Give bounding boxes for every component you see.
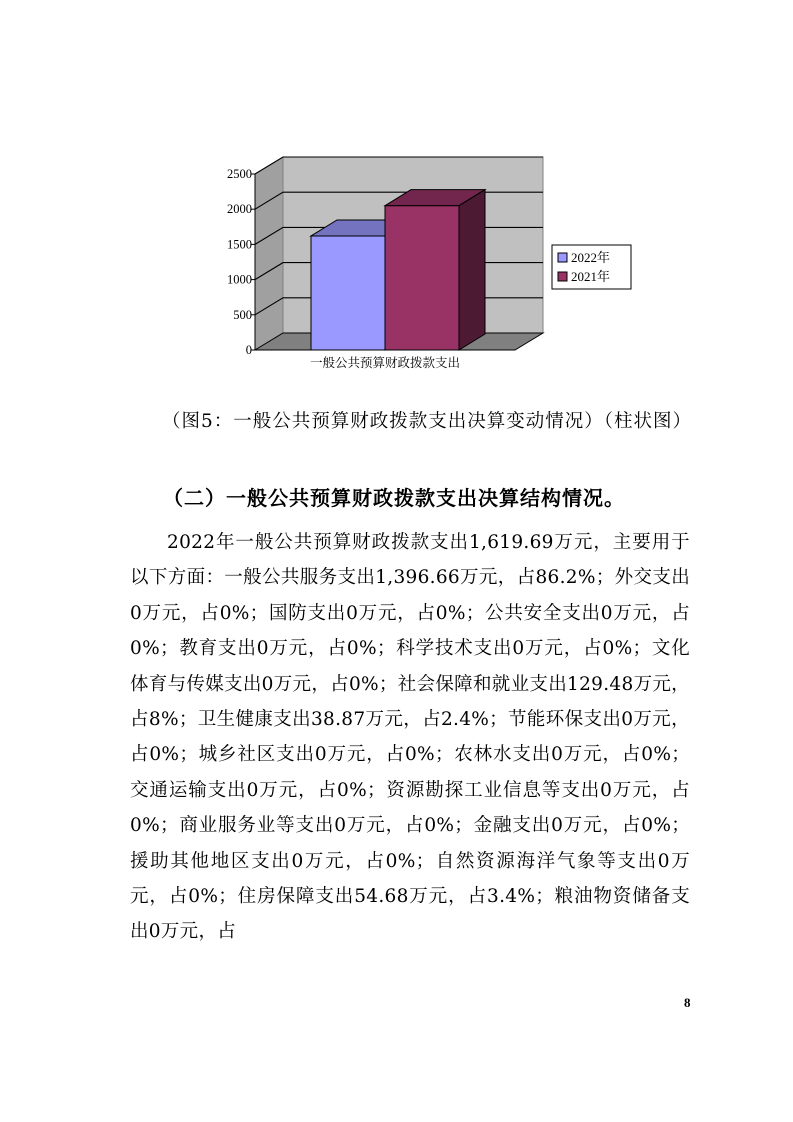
bar-1 xyxy=(385,190,485,350)
y-tick-label: 500 xyxy=(233,307,252,322)
legend-label: 2021年 xyxy=(571,269,611,284)
x-axis-category-labels xyxy=(310,355,460,370)
figure-caption-wrap xyxy=(130,404,693,439)
bar-front xyxy=(311,236,385,350)
bar-side xyxy=(459,190,485,350)
legend-swatch xyxy=(558,272,567,281)
figure-caption: （图5：一般公共预算财政拨款支出决算变动情况）（柱状图） xyxy=(162,411,693,432)
bar-front xyxy=(385,206,459,350)
y-tick-label: 0 xyxy=(245,343,252,357)
legend-label: 2022年 xyxy=(571,250,611,265)
bar-chart xyxy=(205,150,645,380)
y-tick-label: 2500 xyxy=(227,167,252,181)
y-tick-label: 1500 xyxy=(227,237,252,252)
y-tick-label: 1000 xyxy=(227,272,252,287)
page-number: 8 xyxy=(684,995,691,1010)
legend-swatch xyxy=(558,253,567,262)
body-paragraph: 2022年一般公共预算财政拨款支出1,619.69万元，主要用于以下方面：一般公共服务支出1,396.66万元，占86.2%；外交支出0万元，占0%；国防支出0万元，占0%；公共安全支出0万元，占0%；教育支出0万元，占0%；科学技术支出0万元，占0%；文化体育与传媒支出0万元，占0%；社会保障和就业支出129.48万元，占8%；卫生健康支出38.87万元，占2.4%；节能环保支出0万元，占0%；城乡社区支出0万元，占0%；农林水支出0万元，占0%；交通运输支出0万元，占0%；资源勘探工业信息等支出0万元，占0%；商业服务业等支出0万元，占0%；金融支出0万元，占0%；援助其他地区支出0万元，占0%；自然资源海洋气象等支出0万元，占0%；住房保障支出54.68万元，占3.4%；粮油物资储备支出0万元，占 xyxy=(130,532,690,943)
chart-legend xyxy=(552,245,631,289)
y-axis-tick-labels xyxy=(227,167,255,357)
y-tick-label: 2000 xyxy=(227,202,252,217)
side-wall xyxy=(255,157,283,350)
x-category-label: 一般公共预算财政拨款支出 xyxy=(309,356,461,370)
section-heading: （二）一般公共预算财政拨款支出决算结构情况。 xyxy=(163,486,625,510)
